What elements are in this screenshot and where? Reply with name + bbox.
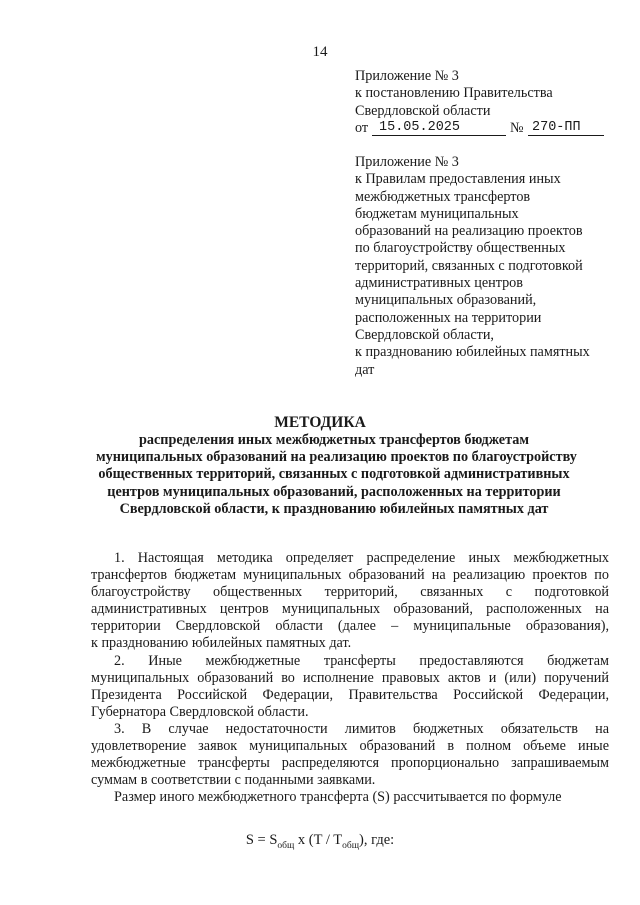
paragraph-2-line: муниципальных образований во исполнение правовых актов и (или) поручений	[91, 669, 609, 686]
appendix-line: территорий, связанных с подготовкой	[355, 257, 583, 274]
paragraph-1-line: территории Свердловской области (далее – муниципальные образования),	[91, 618, 609, 635]
paragraph-3-line: межбюджетные трансферты распределяются пропорционально запрашиваемым	[91, 755, 609, 772]
resolution-date-number-row	[355, 120, 625, 138]
formula-sub-total-s: общ	[277, 840, 295, 851]
page-number: 14	[312, 44, 328, 60]
subtitle-line: центров муниципальных образований, расположенных на территории	[107, 483, 561, 500]
formula-tail: ), где:	[359, 832, 395, 848]
paragraph-1-line: 1. Настоящая методика определяет распределение иных межбюджетных	[114, 550, 609, 566]
appendix-line: к Правилам предоставления иных	[355, 171, 561, 188]
appendix-line: Свердловской области	[355, 102, 491, 119]
resolution-date: 15.05.2025	[372, 120, 506, 136]
appendix-line: к празднованию юбилейных памятных	[355, 344, 590, 361]
paragraph-3-line: суммам в соответствии с поданными заявками.	[91, 772, 376, 789]
document-title: МЕТОДИКА	[274, 414, 366, 431]
paragraph-3-line: удовлетворение заявок муниципальных образований в полном объеме иные	[91, 738, 609, 755]
subtitle-line: муниципальных образований на реализацию проектов по благоустройству	[96, 449, 577, 466]
paragraph-1-line: благоустройству общественных территорий, связанных с подготовкой	[91, 584, 609, 601]
formula	[0, 832, 640, 851]
paragraph-1-line: административных центров муниципальных образований, расположенных на	[91, 601, 609, 618]
appendix-line: Приложение № 3	[355, 154, 459, 170]
date-prefix: от	[355, 119, 369, 136]
appendix-line: образований на реализацию проектов	[355, 223, 583, 240]
document-subtitle	[96, 432, 577, 518]
paragraph-2-line: Губернатора Свердловской области.	[91, 703, 309, 720]
appendix-line: межбюджетных трансфертов	[355, 188, 531, 205]
formula-sub-total-t: общ	[342, 840, 360, 851]
appendix-line: Свердловской области,	[355, 326, 494, 343]
appendix-line: Приложение № 3	[355, 68, 459, 84]
appendix-line: дат	[355, 361, 375, 378]
appendix-line: по благоустройству общественных	[355, 240, 566, 257]
number-prefix: №	[510, 119, 524, 136]
appendix-line: административных центров	[355, 275, 523, 292]
appendix-line: расположенных на территории	[355, 309, 542, 326]
paragraph-2-line: 2. Иные межбюджетные трансферты предоставляются бюджетам	[114, 652, 609, 669]
paragraph-1-line: трансфертов бюджетам муниципальных образований на реализацию проектов по	[91, 567, 609, 584]
subtitle-line: Свердловской области, к празднованию юбилейных памятных дат	[119, 500, 549, 517]
appendix-line: муниципальных образований,	[355, 292, 537, 309]
formula-mid: x (T / T	[294, 832, 343, 848]
document-body	[91, 550, 609, 806]
formula-lhs: S = S	[245, 832, 278, 848]
subtitle-line: распределения иных межбюджетных трансфертов бюджетам	[138, 432, 529, 448]
paragraph-3-line: 3. В случае недостаточности лимитов бюджетных обязательств на	[114, 720, 609, 737]
paragraph-2-line: Президента Российской Федерации, Правительства Российской Федерации,	[91, 686, 609, 703]
resolution-number: 270-ПП	[528, 120, 604, 136]
appendix-line: к постановлению Правительства	[355, 85, 553, 102]
formula-intro: Размер иного межбюджетного трансферта (S) рассчитывается по формуле	[114, 789, 562, 806]
paragraph-1-line: к празднованию юбилейных памятных дат.	[91, 635, 352, 652]
appendix-header-resolution	[355, 68, 625, 138]
appendix-header-rules	[355, 154, 625, 379]
subtitle-line: общественных территорий, связанных с подготовкой административных	[98, 466, 570, 483]
appendix-line: бюджетам муниципальных	[355, 205, 519, 222]
